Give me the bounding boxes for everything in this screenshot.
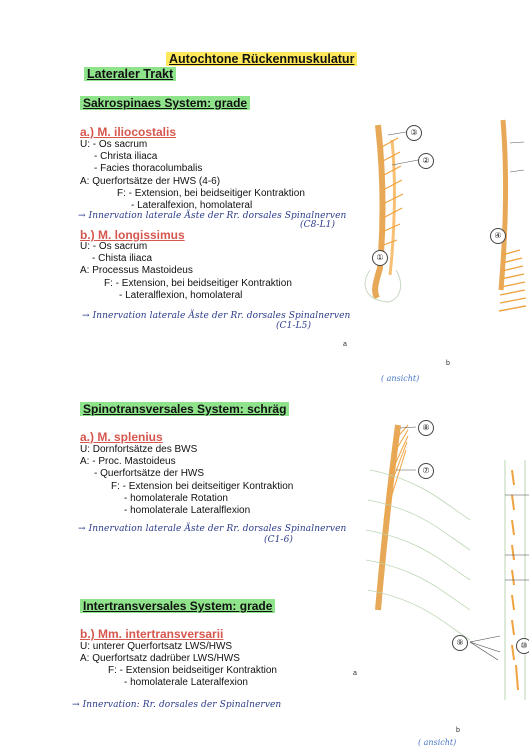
handwritten-segments: (C1-6) [264, 535, 294, 545]
figure-iliocostalis [365, 125, 418, 302]
text-line: A: Processus Mastoideus [80, 265, 193, 276]
text-line: U: unterer Querfortsatz LWS/HWS [80, 641, 233, 652]
handwritten-note: ( ansicht) [381, 374, 420, 383]
text-line: - Facies thoracolumbalis [94, 163, 203, 174]
callout-1: ① [372, 250, 388, 266]
handwritten-note: ( ansicht) [418, 738, 457, 747]
handwritten-innervation: → Innervation: Rr. dorsales der Spinalnerven [72, 700, 282, 710]
system-heading-spinotransversales: Spinotransversales System: schräg [80, 402, 289, 416]
text-line: F: - Extension, bei beidseitiger Kontraktion [104, 278, 292, 289]
figure-label-a: a [353, 670, 357, 677]
text-line: F: - Extension, bei beidseitiger Kontraktion [117, 188, 305, 199]
text-line: - Christa iliaca [94, 151, 158, 162]
text-line: A: - Proc. Mastoideus [80, 456, 176, 467]
callout-9: ⑨ [452, 635, 468, 651]
text-line: - Querfortsätze der HWS [94, 468, 205, 479]
text-line: - homolaterale Lateralflexion [124, 505, 251, 516]
text-line: F: - Extension bei deitseitiger Kontraktion [111, 481, 294, 492]
text-line: - homolaterale Rotation [124, 493, 228, 504]
muscle-name-iliocostalis: a.) M. iliocostalis [80, 125, 177, 139]
text-line: F: - Extension beidseitiger Kontraktion [108, 665, 277, 676]
figure-label-a: a [343, 341, 347, 348]
text-line: - homolaterale Lateralfexion [124, 677, 248, 688]
figure-label-b: b [446, 360, 450, 367]
text-line: U: - Os sacrum [80, 241, 148, 252]
handwritten-segments: (C8-L1) [300, 220, 336, 230]
muscle-name-longissimus: b.) M. longissimus [80, 228, 185, 242]
text-line: U: Dornfortsätze des BWS [80, 444, 198, 455]
text-line: - Lateralfexion, homolateral [131, 200, 253, 211]
tract-heading: Lateraler Trakt [84, 67, 176, 81]
figure-label-b: b [456, 727, 460, 734]
text-line: - Chista iliaca [92, 253, 153, 264]
callout-4: ④ [490, 228, 506, 244]
text-line: A: Querfortsätze der HWS (4-6) [80, 176, 221, 187]
callout-7: ⑦ [418, 463, 434, 479]
handwritten-segments: (C1-L5) [276, 321, 312, 331]
page-title: Autochtone Rückenmuskulatur [166, 52, 357, 66]
handwritten-innervation: → Innervation laterale Äste der Rr. dorsales Spinalnerven [82, 311, 351, 321]
text-line: - Lateralflexion, homolateral [119, 290, 243, 301]
callout-8: ⑧ [418, 420, 434, 436]
text-line: U: - Os sacrum [80, 139, 148, 150]
system-heading-intertransversales: Intertransversales System: grade [80, 599, 275, 613]
callout-10: ⑩ [516, 638, 529, 654]
muscle-name-splenius: a.) M. splenius [80, 430, 163, 444]
figure-intertransversarii [470, 460, 529, 700]
handwritten-innervation: → Innervation laterale Äste der Rr. dorsales Spinalnerven [78, 524, 347, 534]
callout-3: ③ [406, 125, 422, 141]
text-line: A: Querfortsatz dadrüber LWS/HWS [80, 653, 240, 664]
figure-splenius [366, 425, 470, 640]
callout-2: ② [418, 153, 434, 169]
system-heading-sakrospinaes: Sakrospinaes System: grade [80, 96, 250, 110]
muscle-name-intertransversarii: b.) Mm. intertransversarii [80, 627, 224, 641]
handwritten-innervation: → Innervation laterale Äste der Rr. dorsales Spinalnerven [78, 211, 347, 221]
figure-longissimus [499, 120, 526, 311]
